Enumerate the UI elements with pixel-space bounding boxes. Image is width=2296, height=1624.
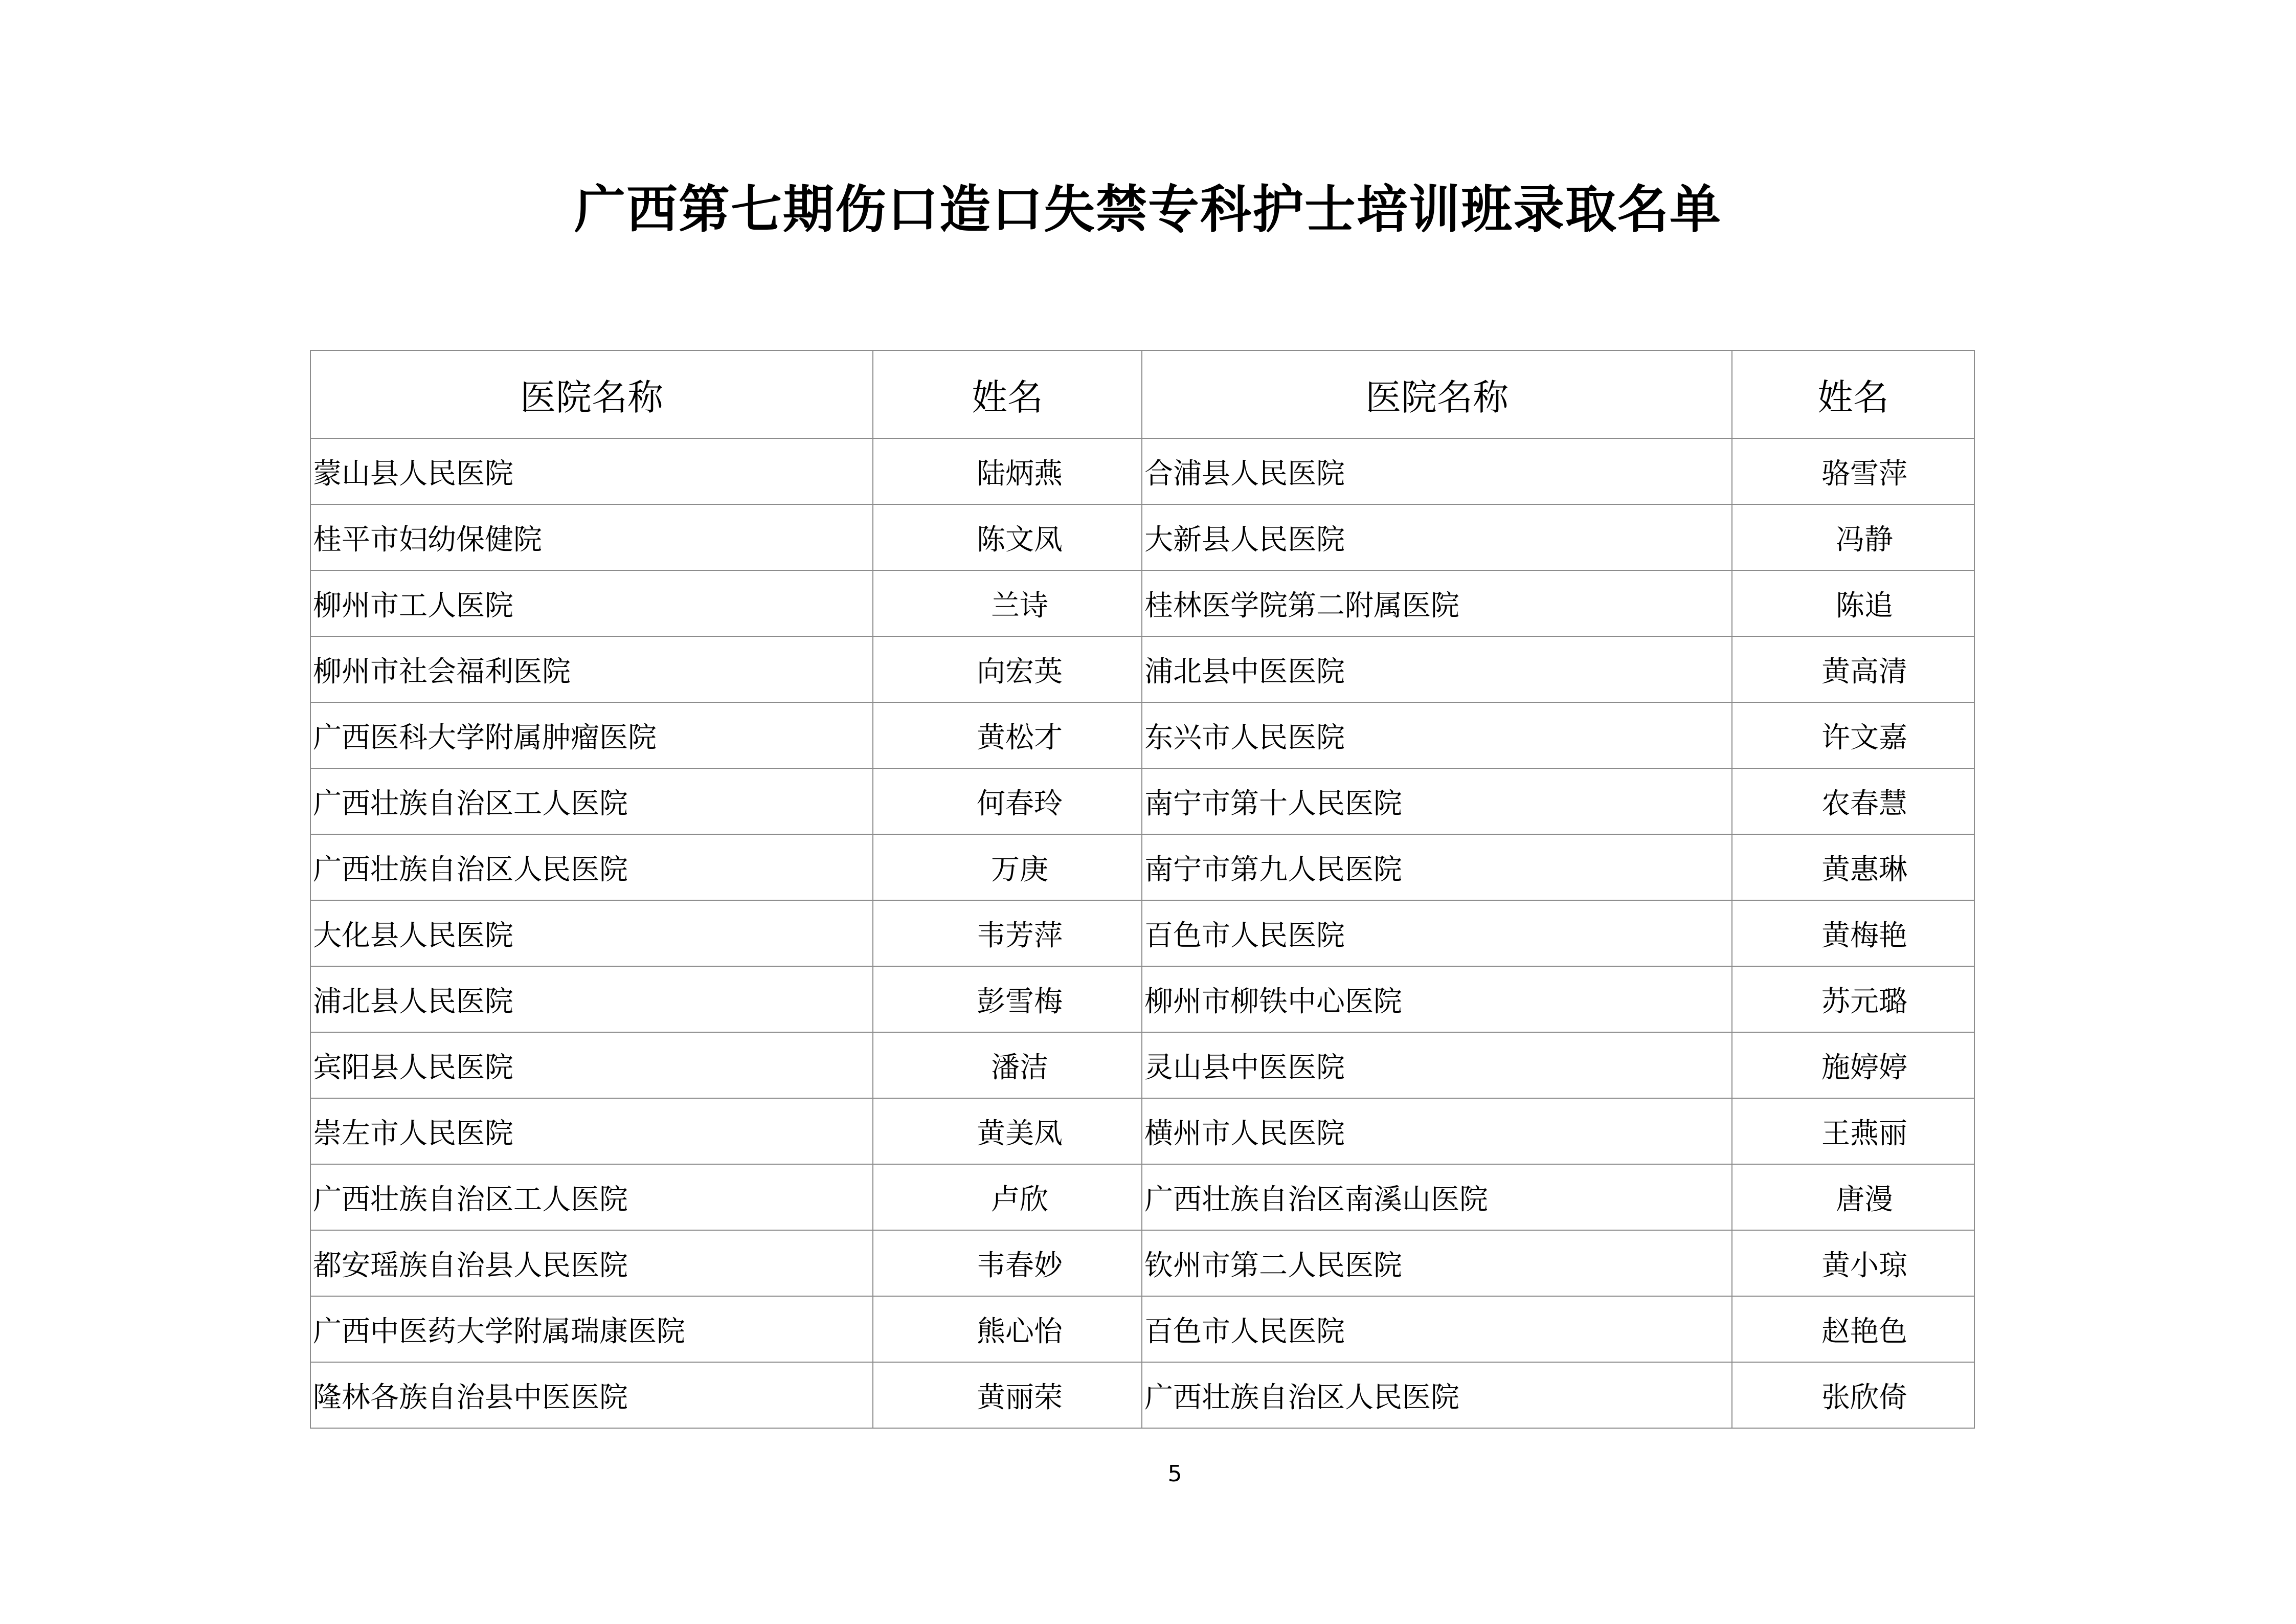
- name-left-cell: 万庚: [873, 834, 1142, 900]
- name-left-cell: 熊心怡: [873, 1296, 1142, 1362]
- name-left-cell: 黄丽荣: [873, 1362, 1142, 1428]
- table-row: [310, 570, 1974, 636]
- page-title: 广西第七期伤口造口失禁专科护士培训班录取名单: [574, 180, 1722, 239]
- name-left-cell: 卢欣: [873, 1164, 1142, 1230]
- name-right-cell: 施婷婷: [1732, 1032, 1974, 1098]
- hospital-left-cell: 宾阳县人民医院: [310, 1032, 873, 1098]
- table-row: [310, 438, 1974, 504]
- table-row: [310, 504, 1974, 570]
- name-left-cell: 陆炳燕: [873, 438, 1142, 504]
- hospital-right-cell: 南宁市第十人民医院: [1142, 768, 1732, 834]
- hospital-left-cell: 广西壮族自治区工人医院: [310, 1164, 873, 1230]
- hospital-left-cell: 大化县人民医院: [310, 900, 873, 966]
- table-row: [310, 834, 1974, 900]
- table-row: [310, 1362, 1974, 1428]
- hospital-right-cell: 广西壮族自治区南溪山医院: [1142, 1164, 1732, 1230]
- name-left-cell: 韦春妙: [873, 1230, 1142, 1296]
- hospital-left-cell: 桂平市妇幼保健院: [310, 504, 873, 570]
- table-row: [310, 1230, 1974, 1296]
- name-left-cell: 潘洁: [873, 1032, 1142, 1098]
- name-right-cell: 黄梅艳: [1732, 900, 1974, 966]
- hospital-left-cell: 崇左市人民医院: [310, 1098, 873, 1164]
- name-right-cell: 苏元璐: [1732, 966, 1974, 1032]
- name-right-cell: 农春慧: [1732, 768, 1974, 834]
- name-left-cell: 陈文凤: [873, 504, 1142, 570]
- hospital-right-cell: 钦州市第二人民医院: [1142, 1230, 1732, 1296]
- hospital-left-cell: 广西壮族自治区人民医院: [310, 834, 873, 900]
- table-header-row: [310, 350, 1974, 438]
- name-right-cell: 黄高清: [1732, 636, 1974, 702]
- name-left-cell: 向宏英: [873, 636, 1142, 702]
- hospital-left-cell: 广西医科大学附属肿瘤医院: [310, 702, 873, 768]
- header-hospital-right: 医院名称: [1142, 350, 1732, 438]
- hospital-right-cell: 桂林医学院第二附属医院: [1142, 570, 1732, 636]
- name-left-cell: 彭雪梅: [873, 966, 1142, 1032]
- name-left-cell: 韦芳萍: [873, 900, 1142, 966]
- table-row: [310, 636, 1974, 702]
- name-right-cell: 骆雪萍: [1732, 438, 1974, 504]
- hospital-right-cell: 浦北县中医医院: [1142, 636, 1732, 702]
- name-right-cell: 冯静: [1732, 504, 1974, 570]
- hospital-right-cell: 柳州市柳铁中心医院: [1142, 966, 1732, 1032]
- header-hospital-left: 医院名称: [310, 350, 873, 438]
- name-right-cell: 王燕丽: [1732, 1098, 1974, 1164]
- name-right-cell: 黄惠琳: [1732, 834, 1974, 900]
- hospital-right-cell: 横州市人民医院: [1142, 1098, 1732, 1164]
- table-row: [310, 768, 1974, 834]
- hospital-right-cell: 南宁市第九人民医院: [1142, 834, 1732, 900]
- hospital-right-cell: 广西壮族自治区人民医院: [1142, 1362, 1732, 1428]
- hospital-right-cell: 灵山县中医医院: [1142, 1032, 1732, 1098]
- hospital-left-cell: 隆林各族自治县中医医院: [310, 1362, 873, 1428]
- hospital-right-cell: 东兴市人民医院: [1142, 702, 1732, 768]
- name-left-cell: 兰诗: [873, 570, 1142, 636]
- header-name-left: 姓名: [873, 350, 1142, 438]
- table-body: [310, 438, 1974, 1428]
- name-left-cell: 何春玲: [873, 768, 1142, 834]
- hospital-left-cell: 广西壮族自治区工人医院: [310, 768, 873, 834]
- page-number: 5: [1167, 1461, 1182, 1487]
- hospital-left-cell: 柳州市工人医院: [310, 570, 873, 636]
- hospital-right-cell: 合浦县人民医院: [1142, 438, 1732, 504]
- name-right-cell: 许文嘉: [1732, 702, 1974, 768]
- name-left-cell: 黄美凤: [873, 1098, 1142, 1164]
- hospital-left-cell: 浦北县人民医院: [310, 966, 873, 1032]
- name-right-cell: 唐漫: [1732, 1164, 1974, 1230]
- table-row: [310, 1164, 1974, 1230]
- hospital-left-cell: 柳州市社会福利医院: [310, 636, 873, 702]
- name-right-cell: 张欣倚: [1732, 1362, 1974, 1428]
- table-row: [310, 966, 1974, 1032]
- table-row: [310, 900, 1974, 966]
- admission-list-table: [310, 350, 1975, 1429]
- table-row: [310, 1032, 1974, 1098]
- name-right-cell: 黄小琼: [1732, 1230, 1974, 1296]
- hospital-right-cell: 百色市人民医院: [1142, 900, 1732, 966]
- name-right-cell: 赵艳色: [1732, 1296, 1974, 1362]
- hospital-right-cell: 百色市人民医院: [1142, 1296, 1732, 1362]
- name-right-cell: 陈追: [1732, 570, 1974, 636]
- hospital-left-cell: 蒙山县人民医院: [310, 438, 873, 504]
- hospital-right-cell: 大新县人民医院: [1142, 504, 1732, 570]
- name-left-cell: 黄松才: [873, 702, 1142, 768]
- header-name-right: 姓名: [1732, 350, 1974, 438]
- table-row: [310, 702, 1974, 768]
- table-row: [310, 1098, 1974, 1164]
- hospital-left-cell: 都安瑶族自治县人民医院: [310, 1230, 873, 1296]
- hospital-left-cell: 广西中医药大学附属瑞康医院: [310, 1296, 873, 1362]
- table-row: [310, 1296, 1974, 1362]
